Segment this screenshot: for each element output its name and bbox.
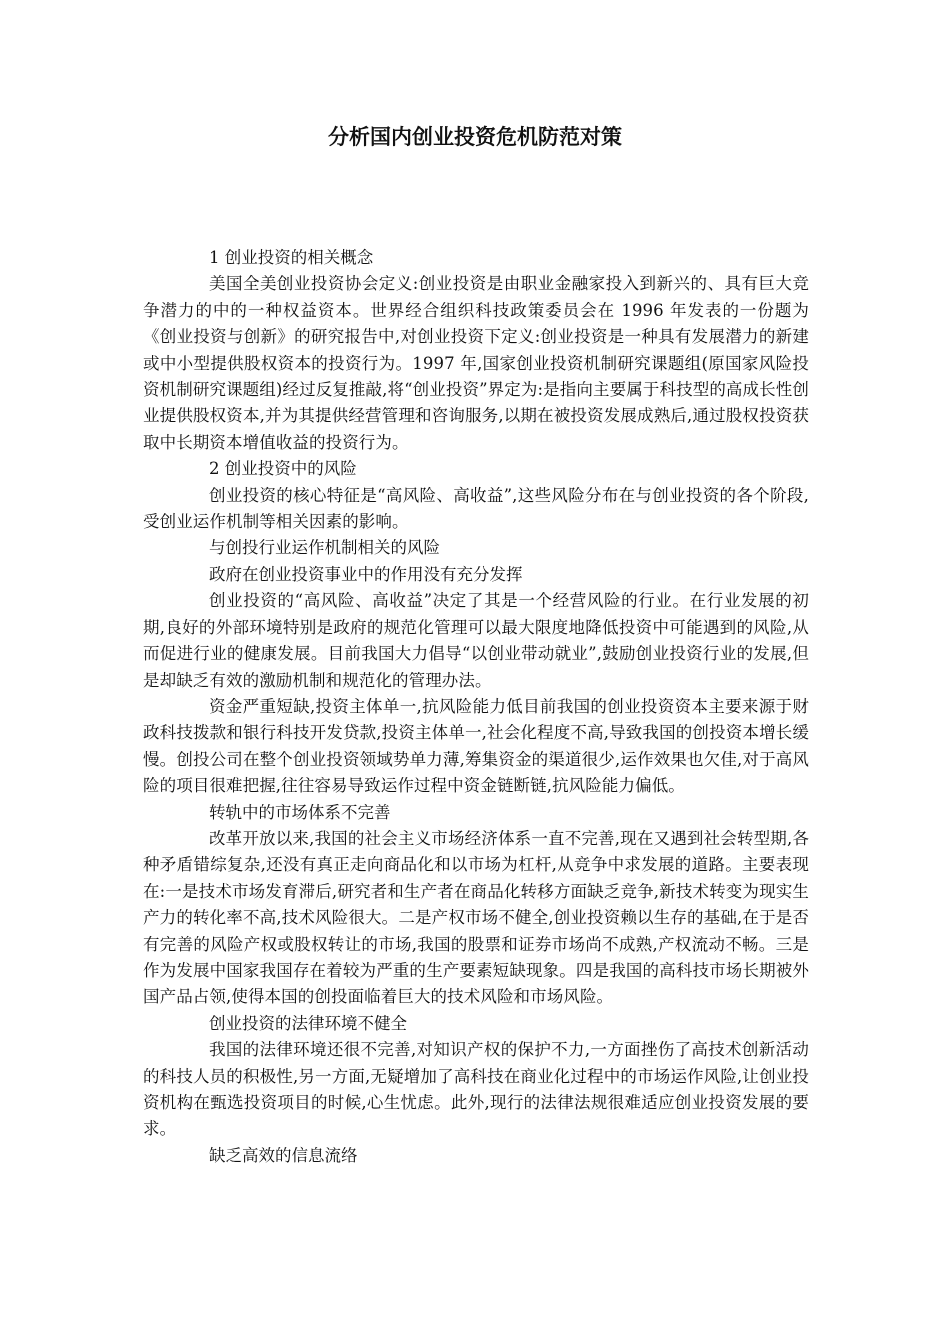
section-heading: 2 创业投资中的风险 (209, 459, 357, 479)
body-paragraph: 资金严重短缺,投资主体单一,抗风险能力低目前我国的创业投资资本主要来源于财政科技拨款和银行科技开发贷款,投资主体单一,社会化程度不高,导致我国的创投资本增长缓慢。创投公司在整个创业投资领域势单力薄,筹集资金的渠道很少,运作效果也欠佳,对于高风险的项目很难把握,往往容易导致运作过程中资金链断链,抗风险能力偏低。 (143, 696, 809, 796)
subsection-heading: 创业投资的法律环境不健全 (209, 1013, 407, 1033)
subsection-heading: 转轨中的市场体系不完善 (209, 802, 391, 822)
subsection-heading: 与创投行业运作机制相关的风险 (209, 538, 440, 558)
document-body (143, 245, 809, 1169)
body-paragraph: 改革开放以来,我国的社会主义市场经济体系一直不完善,现在又遇到社会转型期,各种矛盾错综复杂,还没有真正走向商品化和以市场为杠杆,从竞争中求发展的道路。主要表现在:一是技术市场发育滞后,研究者和生产者在商品化转移方面缺乏竞争,新技术转变为现实生产力的转化率不高,技术风险很大。二是产权市场不健全,创业投资赖以生存的基础,在于是否有完善的风险产权或股权转让的市场,我国的股票和证券市场尚不成熟,产权流动不畅。三是作为发展中国家我国存在着较为严重的生产要素短缺现象。四是我国的高科技市场长期被外国产品占领,使得本国的创投面临着巨大的技术风险和市场风险。 (143, 828, 809, 1007)
body-paragraph: 我国的法律环境还很不完善,对知识产权的保护不力,一方面挫伤了高技术创新活动的科技人员的积极性,另一方面,无疑增加了高科技在商业化过程中的市场运作风险,让创业投资机构在甄选投资项目的时候,心生忧虑。此外,现行的法律法规很难适应创业投资发展的要求。 (143, 1040, 809, 1139)
subsection-heading: 政府在创业投资事业中的作用没有充分发挥 (209, 564, 523, 584)
document-title: 分析国内创业投资危机防范对策 (328, 125, 622, 149)
subsection-heading: 缺乏高效的信息流络 (209, 1145, 358, 1165)
body-paragraph: 创业投资的核心特征是“高风险、高收益”,这些风险分布在与创业投资的各个阶段,受创业运作机制等相关因素的影响。 (143, 485, 809, 532)
body-paragraph: 创业投资的“高风险、高收益”决定了其是一个经营风险的行业。在行业发展的初期,良好的外部环境特别是政府的规范化管理可以最大限度地降低投资中可能遇到的风险,从而促进行业的健康发展。目前我国大力倡导“以创业带动就业”,鼓励创业投资行业的发展,但是却缺乏有效的激励机制和规范化的管理办法。 (143, 591, 809, 690)
body-paragraph: 美国全美创业投资协会定义:创业投资是由职业金融家投入到新兴的、具有巨大竞争潜力的中的一种权益资本。世界经合组织科技政策委员会在 1996 年发表的一份题为《创业投资与创新》的研究报告中,对创业投资下定义:创业投资是一种具有发展潜力的新建或中小型提供股权资本的投资行为。1997 年,国家创业投资机制研究课题组(原国家风险投资机制研究课题组)经过反复推敲,将“创业投资”界定为:是指向主要属于科技型的高成长性创业提供股权资本,并为其提供经营管理和咨询服务,以期在被投资发展成熟后,通过股权投资获取中长期资本增值收益的投资行为。 (143, 274, 809, 452)
section-heading: 1 创业投资的相关概念 (209, 248, 374, 267)
